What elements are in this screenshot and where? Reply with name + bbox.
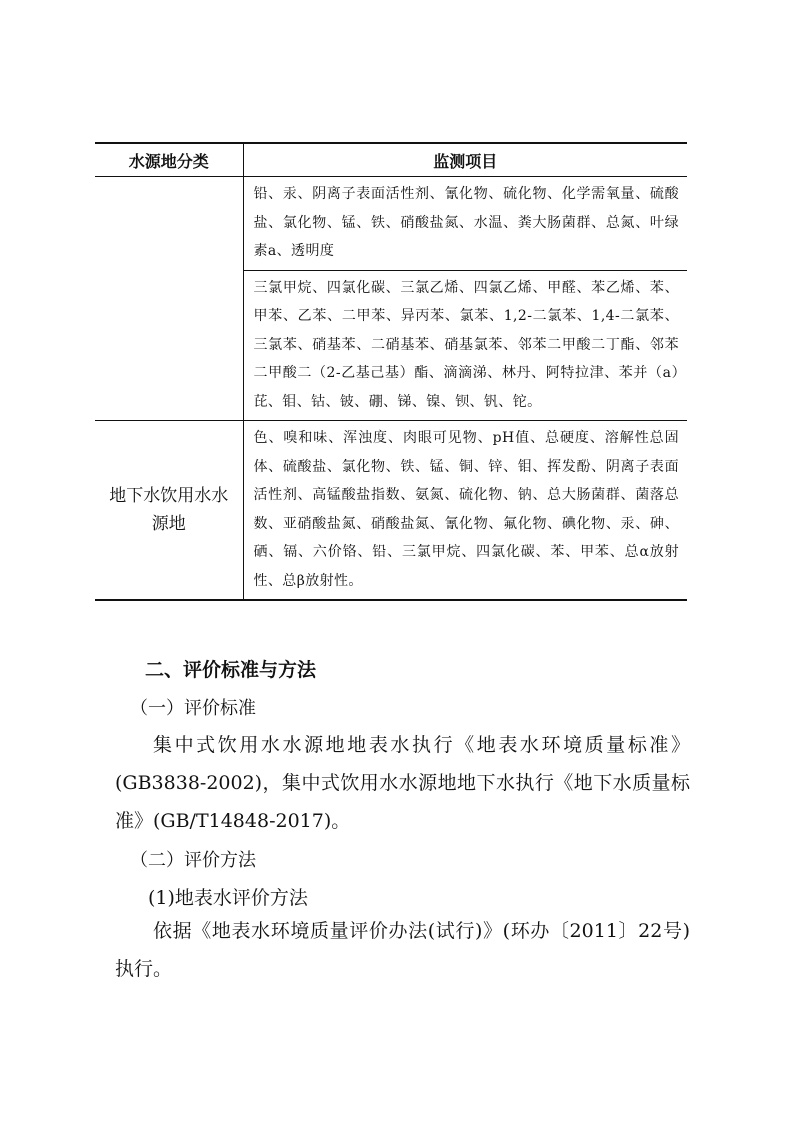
- header-items: 监测项目: [243, 143, 687, 177]
- row-items: 三氯甲烷、四氯化碳、三氯乙烯、四氯乙烯、甲醛、苯乙烯、苯、甲苯、乙苯、二甲苯、异丙苯、氯苯、1,2-二氯苯、1,4-二氯苯、三氯苯、硝基苯、二硝基苯、硝基氯苯、邻苯二甲酸二丁酯、邻苯二甲酸二（2-乙基己基）酯、滴滴涕、林丹、阿特拉津、苯并（a）芘、钼、钴、铍、硼、锑、镍、钡、钒、铊。: [243, 270, 687, 421]
- subsection-heading-methods: （二）评价方法: [130, 850, 256, 871]
- method-item-surface-water: (1)地表水评价方法: [148, 887, 308, 909]
- paragraph-standards: 集中式饮用水水源地地表水执行《地表水环境质量标准》(GB3838-2002)，集中式饮用水水源地地下水执行《地下水质量标准》(GB/T14848-2017)。: [115, 734, 690, 832]
- row-items: 色、嗅和味、浑浊度、肉眼可见物、pH值、总硬度、溶解性总固体、硫酸盐、氯化物、铁、锰、铜、锌、钼、挥发酚、阴离子表面活性剂、高锰酸盐指数、氨氮、硫化物、钠、总大肠菌群、菌落总数、亚硝酸盐氮、硝酸盐氮、氰化物、氟化物、碘化物、汞、砷、硒、镉、六价铬、铅、三氯甲烷、四氯化碳、苯、甲苯、总α放射性、总β放射性。: [243, 421, 687, 601]
- table-header-row: [95, 143, 687, 177]
- subsection-heading-standards: （一）评价标准: [130, 698, 256, 719]
- section-heading: 二、评价标准与方法: [145, 659, 317, 681]
- row-category-groundwater: 地下水饮用水水源地: [95, 421, 243, 601]
- table-row: [95, 177, 687, 271]
- paragraph-methods: 依据《地表水环境质量评价办法(试行)》(环办〔2011〕22号)执行。: [115, 920, 690, 980]
- header-category: 水源地分类: [95, 143, 243, 177]
- table-row: [95, 421, 687, 601]
- monitoring-table: [95, 142, 687, 601]
- row-category-surface: [95, 177, 243, 421]
- row-items: 铅、汞、阴离子表面活性剂、氰化物、硫化物、化学需氧量、硫酸盐、氯化物、锰、铁、硝酸盐氮、水温、粪大肠菌群、总氮、叶绿素a、透明度: [253, 186, 679, 259]
